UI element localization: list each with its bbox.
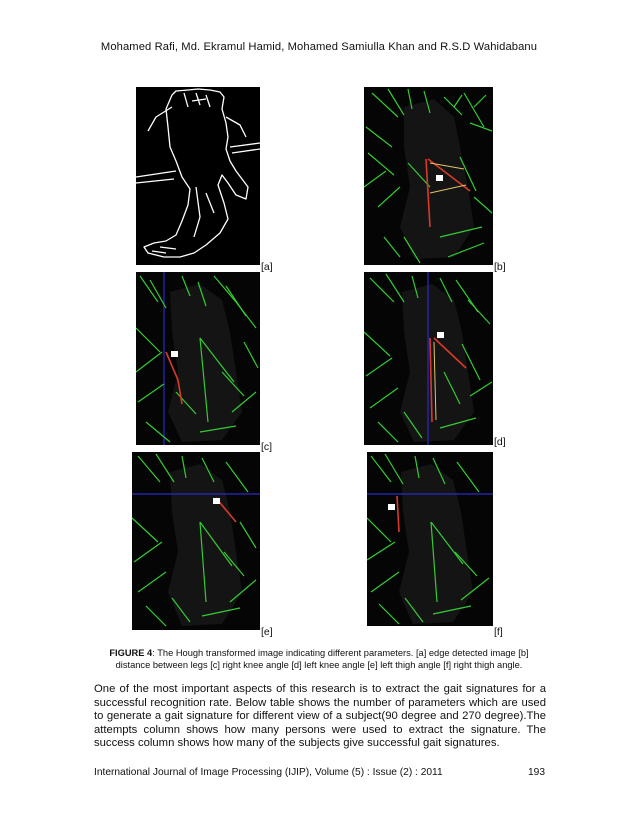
panel-label-c: [c] <box>261 441 273 453</box>
hough-image-right-knee-angle <box>136 272 260 445</box>
panel-label-b: [b] <box>494 261 506 273</box>
figure-panel-f <box>367 452 493 626</box>
figure-panel-d <box>364 272 493 445</box>
panel-label-e: [e] <box>261 626 273 638</box>
edge-detected-image <box>136 87 260 265</box>
hough-image-distance-between-legs <box>364 87 493 265</box>
figure-caption-lead: FIGURE 4 <box>109 648 153 658</box>
hough-image-left-thigh-angle <box>132 452 260 630</box>
figure-caption-text: : The Hough transformed image indicating different parameters. [a] edge detected image [b] distance between legs [c] right knee angle [d] left knee angle [e] left thigh angle [f] right thigh angle. <box>115 648 529 670</box>
figure-panel-b <box>364 87 493 265</box>
figure-panel-a <box>136 87 260 265</box>
footer-page-number: 193 <box>528 767 545 778</box>
hough-image-left-knee-angle <box>364 272 493 445</box>
footer-journal: International Journal of Image Processing (IJIP), Volume (5) : Issue (2) : 2011 <box>94 767 443 778</box>
hough-image-right-thigh-angle <box>367 452 493 626</box>
panel-label-f: [f] <box>494 626 503 638</box>
figure-caption <box>95 648 543 671</box>
figure-panel-c <box>136 272 260 445</box>
figure-panel-e <box>132 452 260 630</box>
body-paragraph: One of the most important aspects of this research is to extract the gait signatures for a successful recognition rate. Below table shows the number of parameters which are used to generate a gait signature for different view of a subject(90 degree and 270 degree).The attempts column shows how many persons were used to extract the signature. The success column shows how many of the subjects give successful gait signatures. <box>94 683 546 750</box>
panel-label-d: [d] <box>494 436 506 448</box>
page-header: Mohamed Rafi, Md. Ekramul Hamid, Mohamed Samiulla Khan and R.S.D Wahidabanu <box>100 41 538 53</box>
panel-label-a: [a] <box>261 261 273 273</box>
